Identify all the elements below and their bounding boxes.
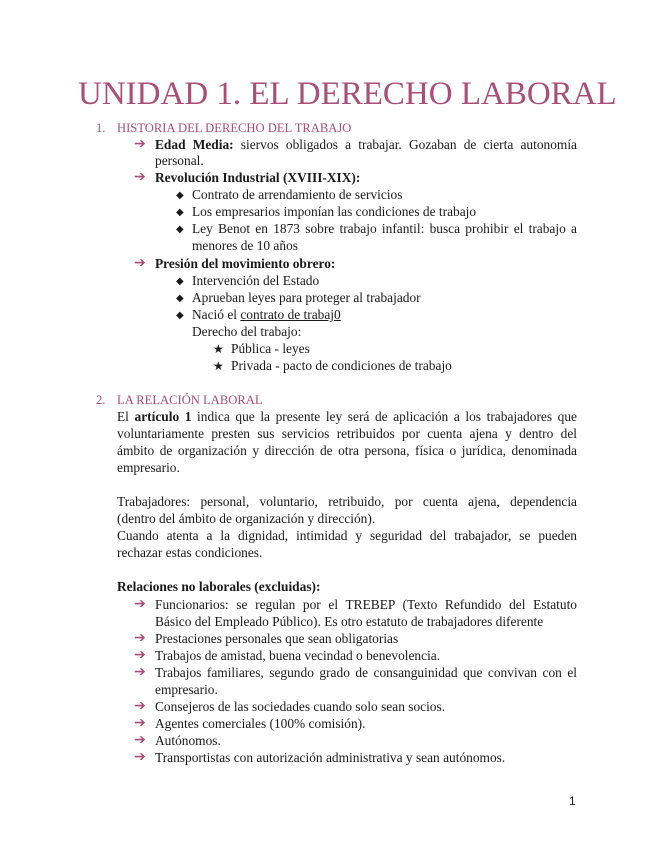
list-item: Contrato de arrendamiento de servicios: [192, 187, 403, 202]
list-item: Nació el contrato de trabaj0: [192, 307, 341, 322]
paragraph-2-line: Trabajadores: personal, voluntario, retribuido, por cuenta ajena, dependencia: [117, 494, 577, 509]
diamond-bullet-icon: ◆: [176, 293, 184, 304]
diamond-bullet-icon: ◆: [176, 190, 184, 201]
diamond-bullet-icon: ◆: [176, 276, 184, 287]
section-2-heading: LA RELACIÓN LABORAL: [117, 393, 263, 407]
arrow-icon: ➔: [134, 631, 146, 646]
list-item: Privada - pacto de condiciones de trabajo: [231, 358, 452, 373]
paragraph-1-line: El artículo 1 indica que la presente ley será de aplicación a los trabajadores que: [117, 409, 577, 424]
list-item-cont: menores de 10 años: [192, 238, 298, 253]
arrow-icon: ➔: [134, 665, 146, 680]
list-item: Aprueban leyes para proteger al trabajador: [192, 290, 421, 305]
list-item: Pública - leyes: [231, 341, 310, 356]
edad-media-line: [155, 137, 577, 153]
relaciones-label: Relaciones no laborales (excluidas):: [117, 579, 321, 594]
page-title: UNIDAD 1. EL DERECHO LABORAL: [78, 76, 617, 112]
list-item-cont: empresario.: [155, 682, 218, 697]
diamond-bullet-icon: ◆: [176, 207, 184, 218]
list-item: Trabajos de amistad, buena vecindad o benevolencia.: [155, 648, 441, 663]
list-item: Los empresarios imponían las condiciones de trabajo: [192, 204, 477, 219]
arrow-icon: ➔: [134, 733, 146, 748]
star-bullet-icon: ★: [213, 342, 224, 356]
arrow-icon: ➔: [134, 597, 146, 612]
paragraph-2-line: (dentro del ámbito de organización y dirección).: [117, 511, 376, 526]
section-1-heading: HISTORIA DEL DERECHO DEL TRABAJO: [117, 121, 352, 135]
list-item: Funcionarios: se regulan por el TREBEP (Texto Refundido del Estatuto: [155, 597, 577, 612]
section-2-number: 2.: [96, 393, 106, 407]
paragraph-1-line: ámbito de organización y dirección de otra persona, física o jurídica, denominada: [117, 443, 577, 458]
page-number: 1: [569, 794, 576, 808]
diamond-bullet-icon: ◆: [176, 310, 184, 321]
list-item: Consejeros de las sociedades cuando solo sean socios.: [155, 699, 446, 714]
edad-media-text-cont: personal.: [155, 153, 204, 168]
revolucion-label: Revolución Industrial (XVIII-XIX):: [155, 170, 361, 185]
edad-media-text: siervos obligados a trabajar. Gozaban de cierta autonomía: [233, 137, 577, 152]
list-item: Prestaciones personales que sean obligatorias: [155, 631, 399, 646]
paragraph-1-line: empresario.: [117, 460, 180, 475]
star-bullet-icon: ★: [213, 359, 224, 373]
diamond-bullet-icon: ◆: [176, 224, 184, 235]
list-item: Trabajos familiares, segundo grado de consanguinidad que convivan con el: [155, 665, 577, 680]
list-item: Intervención del Estado: [192, 273, 320, 288]
paragraph-1-line: voluntariamente presten sus servicios retribuidos por cuenta ajena y dentro del: [117, 426, 577, 441]
articulo-bold: artículo 1: [134, 409, 192, 424]
list-item: Transportistas con autorización administrativa y sean autónomos.: [155, 750, 506, 765]
list-item: Ley Benot en 1873 sobre trabajo infantil: busca prohibir el trabajo a: [192, 221, 577, 236]
presion-label: Presión del movimiento obrero:: [155, 256, 336, 271]
paragraph-3-line: rechazar estas condiciones.: [117, 545, 263, 560]
derecho-label: Derecho del trabajo:: [192, 324, 302, 339]
arrow-icon: ➔: [134, 256, 146, 271]
list-item-cont: Básico del Empleado Público). Es otro estatuto de trabajadores diferente: [155, 614, 544, 629]
arrow-icon: ➔: [134, 750, 146, 765]
arrow-icon: ➔: [134, 648, 146, 663]
paragraph-3-line: Cuando atenta a la dignidad, intimidad y seguridad del trabajador, se pueden: [117, 528, 577, 543]
arrow-icon: ➔: [134, 137, 146, 152]
list-item: Agentes comerciales (100% comisión).: [155, 716, 366, 731]
section-1-number: 1.: [96, 121, 106, 135]
arrow-icon: ➔: [134, 170, 146, 185]
arrow-icon: ➔: [134, 716, 146, 731]
contrato-link: contrato de trabaj0: [240, 307, 341, 322]
list-item: Autónomos.: [155, 733, 221, 748]
arrow-icon: ➔: [134, 699, 146, 714]
edad-media-label: Edad Media:: [155, 137, 234, 152]
